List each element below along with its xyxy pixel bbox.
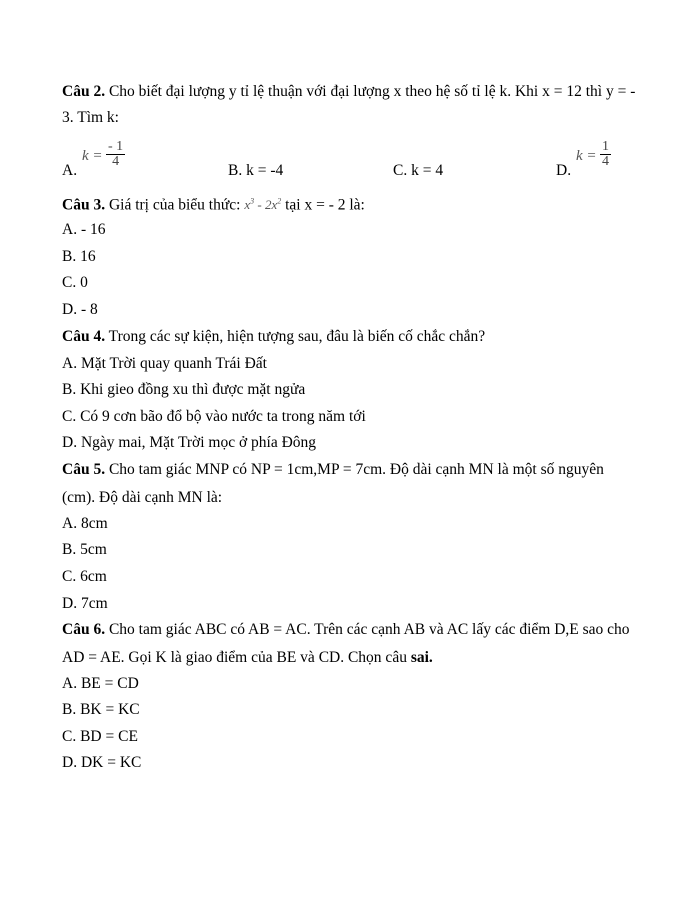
q2-option-d: D. k = $\frac{1}{4}$ bbox=[556, 139, 609, 179]
q4-option-c: C. Có 9 cơn bão đổ bộ vào nước ta trong năm tới bbox=[62, 408, 366, 425]
q2-option-b: B. k = -4 bbox=[228, 162, 284, 179]
q5-option-b: B. 5cm bbox=[62, 541, 107, 558]
q5-text-line2: (cm). Độ dài cạnh MN là: bbox=[62, 489, 223, 506]
q6-text-line2: AD = AE. Gọi K là giao điểm của BE và CD. Chọn câu sai. bbox=[62, 649, 433, 666]
q4-option-d: D. Ngày mai, Mặt Trời mọc ở phía Đông bbox=[62, 434, 317, 451]
q6-option-a: A. BE = CD bbox=[62, 675, 139, 692]
q3-option-b: B. 16 bbox=[62, 248, 96, 265]
q6-option-d: D. DK = KC bbox=[62, 754, 142, 771]
q3-option-a: A. - 16 bbox=[62, 221, 106, 238]
q2-option-d-k: k = bbox=[576, 148, 597, 164]
q4-label: Câu 4. bbox=[62, 328, 106, 345]
q6-text-line1: Câu 6. Cho tam giác ABC có AB = AC. Trên các cạnh AB và AC lấy các điểm D,E sao cho bbox=[62, 621, 630, 638]
q2-text-line1 bbox=[62, 82, 635, 102]
q2-option-a-k: k = bbox=[82, 148, 103, 164]
q5-option-d: D. 7cm bbox=[62, 595, 108, 612]
q2-option-a-fraction: $\frac{- 1}{4}$ bbox=[108, 139, 124, 169]
q6-label: Câu 6. bbox=[62, 621, 106, 638]
q2-label: Câu 2. bbox=[62, 83, 106, 100]
q2-option-c: C. k = 4 bbox=[393, 162, 444, 179]
q5-option-a: A. 8cm bbox=[62, 515, 108, 532]
q3-expression: $x^3 - 2x^2$ bbox=[244, 197, 282, 213]
q5-option-c: C. 6cm bbox=[62, 568, 107, 585]
q3-label: Câu 3. bbox=[62, 196, 106, 214]
q4-option-b: B. Khi gieo đồng xu thì được mặt ngửa bbox=[62, 381, 306, 398]
q5-label: Câu 5. bbox=[62, 461, 106, 478]
q2-text: Cho biết đại lượng y tỉ lệ thuận với đại lượng x theo hệ số tỉ lệ k. Khi x = 12 thì y = - bbox=[105, 83, 636, 100]
q3-option-c: C. 0 bbox=[62, 274, 88, 291]
q3-option-d: D. - 8 bbox=[62, 301, 98, 318]
q2-text-line2: 3. Tìm k: bbox=[62, 109, 119, 126]
q5-text-line1: Câu 5. Cho tam giác MNP có NP = 1cm,MP = 7cm. Độ dài cạnh MN là một số nguyên bbox=[62, 461, 604, 478]
q6-option-b: B. BK = KC bbox=[62, 701, 140, 718]
q2-option-d-fraction: $\frac{1}{4}$ bbox=[602, 139, 609, 169]
q4-option-a: A. Mặt Trời quay quanh Trái Đất bbox=[62, 355, 267, 372]
q3-text: Câu 3. Giá trị của biểu thức: $x^3 - 2x^2$ tại x = - 2 là: bbox=[62, 196, 365, 214]
q6-emphasis: sai. bbox=[410, 649, 433, 666]
q6-option-c: C. BD = CE bbox=[62, 728, 138, 745]
q4-text: Câu 4. Trong các sự kiện, hiện tượng sau, đâu là biến cố chắc chắn? bbox=[62, 328, 486, 345]
